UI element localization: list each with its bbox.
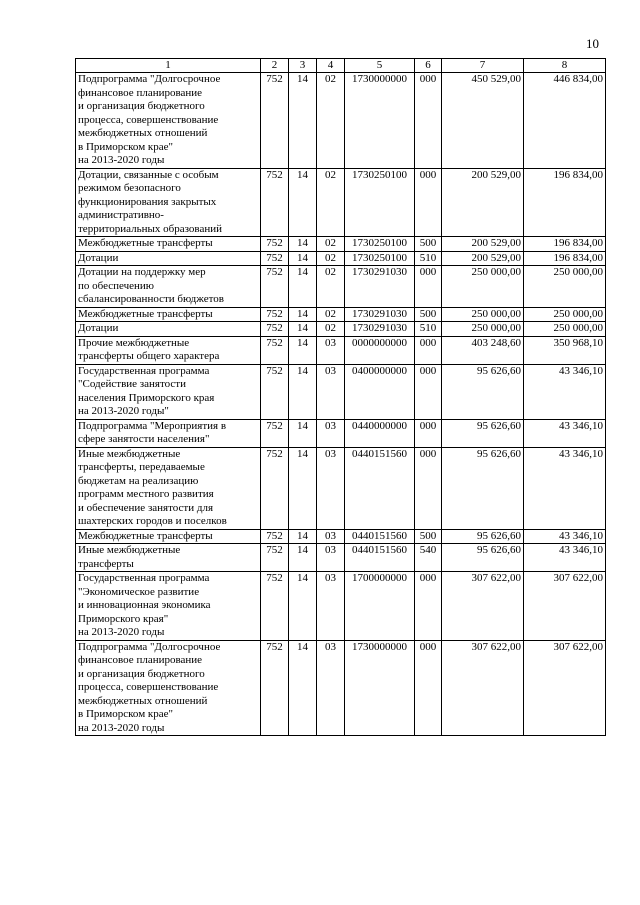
- amount-year1-cell: 95 626,60: [442, 447, 524, 529]
- amount-year2-cell: 196 834,00: [524, 237, 606, 252]
- column-header: 1: [76, 59, 261, 73]
- table-row: [76, 251, 606, 266]
- table-row: [76, 237, 606, 252]
- section-code-cell: 14: [289, 266, 317, 308]
- row-name-cell: Дотации: [76, 322, 261, 337]
- target-article-cell: 1730250100: [345, 251, 415, 266]
- row-name-cell: Дотации, связанные с особым режимом безопасного функционирования закрытых административно- территориальных образований: [76, 168, 261, 237]
- amount-year2-cell: 350 968,10: [524, 336, 606, 364]
- subsection-code-cell: 02: [317, 73, 345, 169]
- section-code-cell: 14: [289, 251, 317, 266]
- subsection-code-cell: 02: [317, 307, 345, 322]
- amount-year1-cell: 200 529,00: [442, 251, 524, 266]
- amount-year1-cell: 250 000,00: [442, 322, 524, 337]
- subsection-code-cell: 03: [317, 447, 345, 529]
- table-row: [76, 419, 606, 447]
- target-article-cell: 1730291030: [345, 307, 415, 322]
- expense-type-cell: 000: [415, 364, 442, 419]
- expense-type-cell: 000: [415, 572, 442, 641]
- expense-type-cell: 000: [415, 447, 442, 529]
- target-article-cell: 1700000000: [345, 572, 415, 641]
- expense-type-cell: 000: [415, 419, 442, 447]
- target-article-cell: 1730250100: [345, 237, 415, 252]
- table-row: [76, 307, 606, 322]
- subsection-code-cell: 02: [317, 237, 345, 252]
- amount-year2-cell: 446 834,00: [524, 73, 606, 169]
- expense-type-cell: 510: [415, 251, 442, 266]
- amount-year1-cell: 95 626,60: [442, 529, 524, 544]
- section-code-cell: 14: [289, 73, 317, 169]
- section-code-cell: 14: [289, 419, 317, 447]
- row-name-cell: Государственная программа "Содействие занятости населения Приморского края на 2013-2020 годы": [76, 364, 261, 419]
- ved-code-cell: 752: [261, 237, 289, 252]
- subsection-code-cell: 02: [317, 266, 345, 308]
- row-name-cell: Дотации: [76, 251, 261, 266]
- row-name-cell: Прочие межбюджетные трансферты общего характера: [76, 336, 261, 364]
- ved-code-cell: 752: [261, 544, 289, 572]
- column-number-row: [76, 59, 606, 73]
- row-name-cell: Государственная программа "Экономическое развитие и инновационная экономика Приморского края" на 2013-2020 годы: [76, 572, 261, 641]
- expense-type-cell: 000: [415, 168, 442, 237]
- expense-type-cell: 500: [415, 529, 442, 544]
- amount-year2-cell: 43 346,10: [524, 419, 606, 447]
- page-number: 10: [586, 36, 599, 51]
- ved-code-cell: 752: [261, 572, 289, 641]
- ved-code-cell: 752: [261, 168, 289, 237]
- target-article-cell: 0440151560: [345, 544, 415, 572]
- expense-type-cell: 000: [415, 336, 442, 364]
- column-header: 5: [345, 59, 415, 73]
- section-code-cell: 14: [289, 237, 317, 252]
- row-name-cell: Подпрограмма "Долгосрочное финансовое планирование и организация бюджетного процесса, совершенствование межбюджетных отношений в Приморском крае" на 2013-2020 годы: [76, 73, 261, 169]
- amount-year2-cell: 196 834,00: [524, 168, 606, 237]
- table-row: [76, 73, 606, 169]
- table-row: [76, 266, 606, 308]
- ved-code-cell: 752: [261, 529, 289, 544]
- amount-year1-cell: 200 529,00: [442, 168, 524, 237]
- ved-code-cell: 752: [261, 336, 289, 364]
- row-name-cell: Подпрограмма "Мероприятия в сфере занятости населения": [76, 419, 261, 447]
- target-article-cell: 1730000000: [345, 73, 415, 169]
- expense-type-cell: 500: [415, 237, 442, 252]
- row-name-cell: Межбюджетные трансферты: [76, 307, 261, 322]
- section-code-cell: 14: [289, 544, 317, 572]
- column-header: 4: [317, 59, 345, 73]
- subsection-code-cell: 03: [317, 529, 345, 544]
- budget-table: [75, 58, 606, 736]
- amount-year2-cell: 43 346,10: [524, 364, 606, 419]
- ved-code-cell: 752: [261, 640, 289, 736]
- subsection-code-cell: 03: [317, 544, 345, 572]
- expense-type-cell: 000: [415, 73, 442, 169]
- ved-code-cell: 752: [261, 322, 289, 337]
- column-header: 2: [261, 59, 289, 73]
- table-row: [76, 640, 606, 736]
- section-code-cell: 14: [289, 640, 317, 736]
- subsection-code-cell: 03: [317, 336, 345, 364]
- subsection-code-cell: 03: [317, 364, 345, 419]
- ved-code-cell: 752: [261, 447, 289, 529]
- subsection-code-cell: 02: [317, 251, 345, 266]
- expense-type-cell: 510: [415, 322, 442, 337]
- amount-year2-cell: 307 622,00: [524, 572, 606, 641]
- table-body: [76, 73, 606, 736]
- section-code-cell: 14: [289, 364, 317, 419]
- table-row: [76, 168, 606, 237]
- amount-year1-cell: 95 626,60: [442, 544, 524, 572]
- column-header: 6: [415, 59, 442, 73]
- subsection-code-cell: 03: [317, 572, 345, 641]
- table-row: [76, 447, 606, 529]
- ved-code-cell: 752: [261, 419, 289, 447]
- amount-year1-cell: 95 626,60: [442, 419, 524, 447]
- target-article-cell: 1730291030: [345, 266, 415, 308]
- subsection-code-cell: 02: [317, 322, 345, 337]
- amount-year1-cell: 307 622,00: [442, 572, 524, 641]
- table-row: [76, 529, 606, 544]
- target-article-cell: 1730291030: [345, 322, 415, 337]
- row-name-cell: Иные межбюджетные трансферты: [76, 544, 261, 572]
- target-article-cell: 1730250100: [345, 168, 415, 237]
- column-header: 8: [524, 59, 606, 73]
- amount-year2-cell: 250 000,00: [524, 266, 606, 308]
- section-code-cell: 14: [289, 168, 317, 237]
- target-article-cell: 0000000000: [345, 336, 415, 364]
- amount-year2-cell: 43 346,10: [524, 447, 606, 529]
- expense-type-cell: 540: [415, 544, 442, 572]
- subsection-code-cell: 03: [317, 419, 345, 447]
- table-row: [76, 336, 606, 364]
- table-row: [76, 322, 606, 337]
- ved-code-cell: 752: [261, 307, 289, 322]
- target-article-cell: 0440000000: [345, 419, 415, 447]
- section-code-cell: 14: [289, 336, 317, 364]
- amount-year2-cell: 43 346,10: [524, 529, 606, 544]
- section-code-cell: 14: [289, 307, 317, 322]
- ved-code-cell: 752: [261, 266, 289, 308]
- amount-year2-cell: 196 834,00: [524, 251, 606, 266]
- ved-code-cell: 752: [261, 251, 289, 266]
- amount-year1-cell: 250 000,00: [442, 307, 524, 322]
- amount-year2-cell: 250 000,00: [524, 322, 606, 337]
- target-article-cell: 0400000000: [345, 364, 415, 419]
- row-name-cell: Межбюджетные трансферты: [76, 237, 261, 252]
- ved-code-cell: 752: [261, 364, 289, 419]
- amount-year1-cell: 450 529,00: [442, 73, 524, 169]
- subsection-code-cell: 02: [317, 168, 345, 237]
- row-name-cell: Подпрограмма "Долгосрочное финансовое планирование и организация бюджетного процесса, совершенствование межбюджетных отношений в Приморском крае" на 2013-2020 годы: [76, 640, 261, 736]
- target-article-cell: 0440151560: [345, 447, 415, 529]
- amount-year1-cell: 307 622,00: [442, 640, 524, 736]
- amount-year1-cell: 95 626,60: [442, 364, 524, 419]
- column-header: 7: [442, 59, 524, 73]
- row-name-cell: Дотации на поддержку мер по обеспечению сбалансированности бюджетов: [76, 266, 261, 308]
- amount-year2-cell: 250 000,00: [524, 307, 606, 322]
- amount-year2-cell: 307 622,00: [524, 640, 606, 736]
- row-name-cell: Межбюджетные трансферты: [76, 529, 261, 544]
- amount-year1-cell: 200 529,00: [442, 237, 524, 252]
- amount-year2-cell: 43 346,10: [524, 544, 606, 572]
- expense-type-cell: 500: [415, 307, 442, 322]
- amount-year1-cell: 250 000,00: [442, 266, 524, 308]
- amount-year1-cell: 403 248,60: [442, 336, 524, 364]
- subsection-code-cell: 03: [317, 640, 345, 736]
- expense-type-cell: 000: [415, 640, 442, 736]
- ved-code-cell: 752: [261, 73, 289, 169]
- section-code-cell: 14: [289, 529, 317, 544]
- section-code-cell: 14: [289, 447, 317, 529]
- expense-type-cell: 000: [415, 266, 442, 308]
- section-code-cell: 14: [289, 322, 317, 337]
- section-code-cell: 14: [289, 572, 317, 641]
- table-row: [76, 572, 606, 641]
- target-article-cell: 1730000000: [345, 640, 415, 736]
- table-row: [76, 364, 606, 419]
- table-row: [76, 544, 606, 572]
- row-name-cell: Иные межбюджетные трансферты, передаваемые бюджетам на реализацию программ местного развития и обеспечение занятости для шахтерских городов и поселков: [76, 447, 261, 529]
- column-header: 3: [289, 59, 317, 73]
- target-article-cell: 0440151560: [345, 529, 415, 544]
